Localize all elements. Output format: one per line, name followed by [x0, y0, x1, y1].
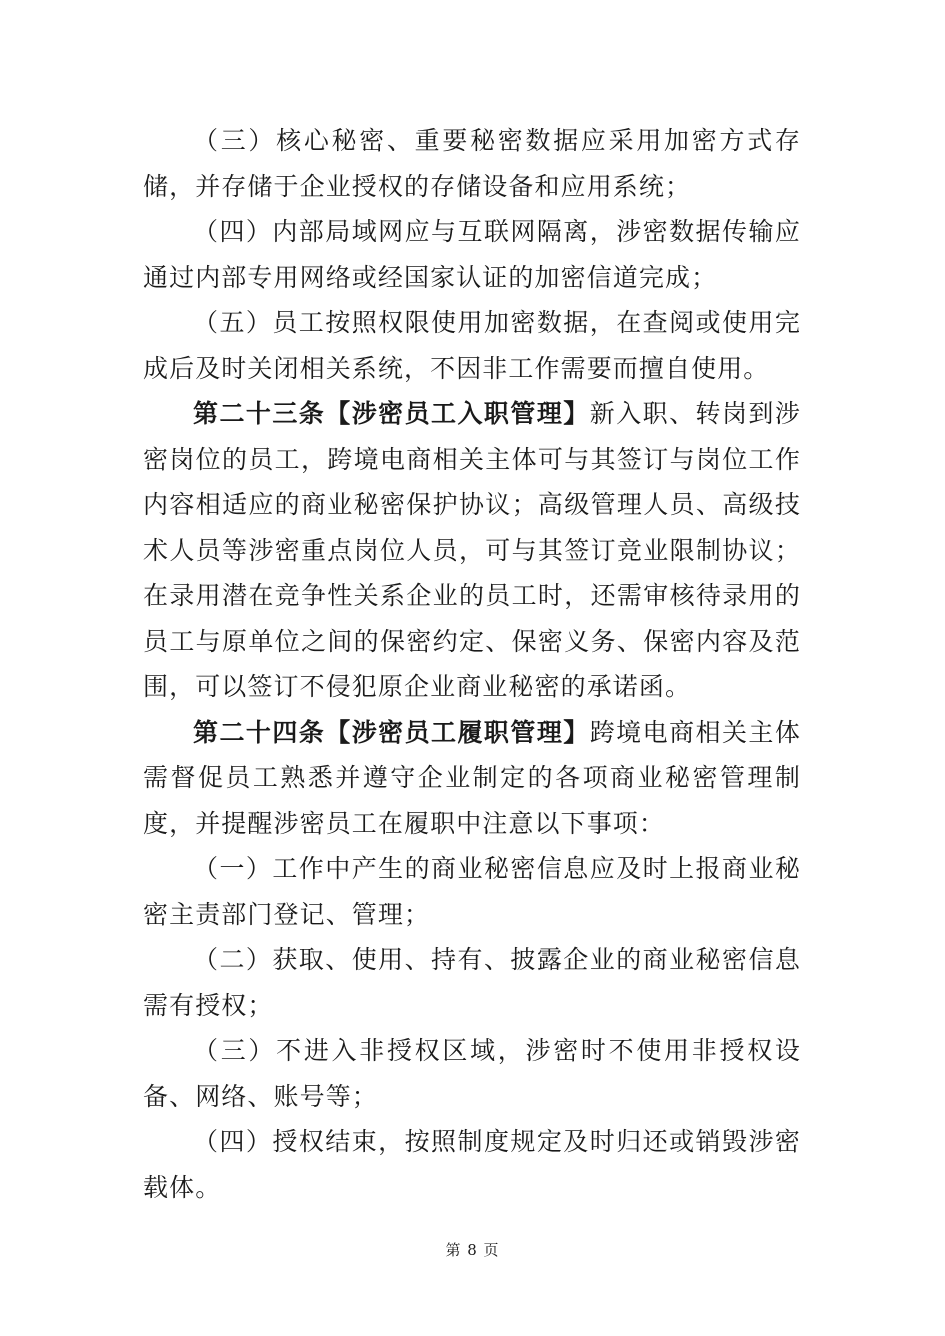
document-body [143, 118, 801, 1210]
article-24-heading: 第二十四条【涉密员工履职管理】 [193, 717, 590, 747]
article-24-paragraph [143, 710, 801, 847]
article-23-heading: 第二十三条【涉密员工入职管理】 [193, 399, 590, 428]
article-24-item-2: （二）获取、使用、持有、披露企业的商业秘密信息需有授权； [143, 945, 801, 1020]
paragraph-item-3: （三）核心秘密、重要秘密数据应采用加密方式存储，并存储于企业授权的存储设备和应用系统； [143, 126, 801, 201]
article-24-item-3: （三）不进入非授权区域，涉密时不使用非授权设备、网络、账号等； [143, 1036, 801, 1111]
article-24-text: 跨境电商相关主体需督促员工熟悉并遵守企业制定的各项商业秘密管理制度，并提醒涉密员工在履职中注意以下事项： [143, 717, 801, 838]
article-24-item-1: （一）工作中产生的商业秘密信息应及时上报商业秘密主责部门登记、管理； [143, 854, 801, 929]
article-23-paragraph [143, 391, 801, 710]
paragraph-item-5: （五）员工按照权限使用加密数据，在查阅或使用完成后及时关闭相关系统，不因非工作需要而擅自使用。 [143, 308, 801, 383]
article-24-item-4: （四）授权结束，按照制度规定及时归还或销毁涉密载体。 [143, 1127, 801, 1202]
page-number: 第 8 页 [445, 1241, 500, 1259]
paragraph-item-4: （四）内部局域网应与互联网隔离，涉密数据传输应通过内部专用网络或经国家认证的加密信道完成； [143, 217, 801, 292]
article-23-text: 新入职、转岗到涉密岗位的员工，跨境电商相关主体可与其签订与岗位工作内容相适应的商业秘密保护协议；高级管理人员、高级技术人员等涉密重点岗位人员，可与其签订竞业限制协议；在录用潜在竞争性关系企业的员工时，还需审核待录用的员工与原单位之间的保密约定、保密义务、保密内容及范围，可以签订不侵犯原企业商业秘密的承诺函。 [143, 399, 801, 701]
